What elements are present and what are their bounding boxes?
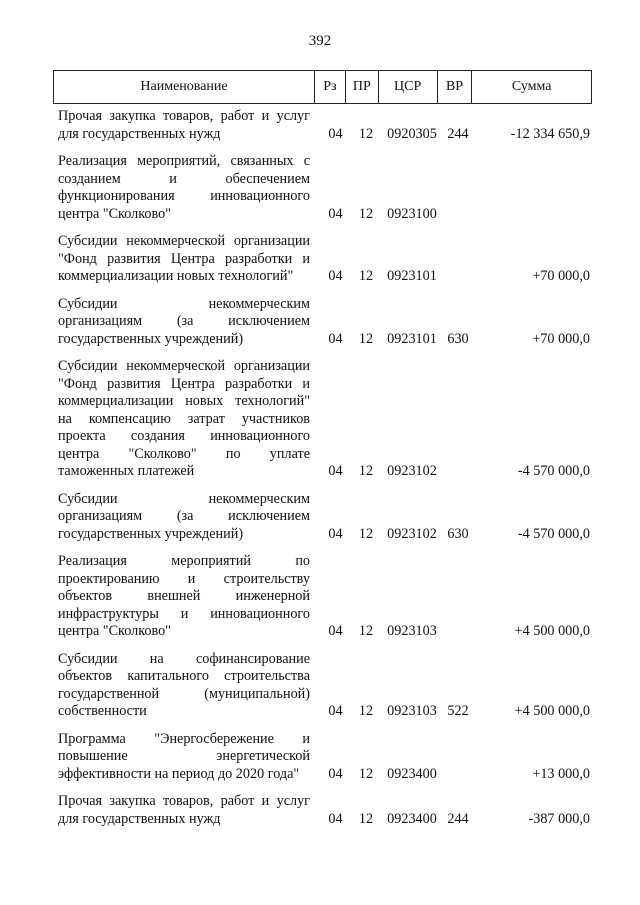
cell-name: Субсидии некоммерческой организации "Фонд развития Центра разработки и коммерциализации новых технологий" на компенсацию затрат участников проекта создания инновационного центра "Сколково" по уплате таможенных платежей <box>58 358 310 479</box>
cell-csr: 0923400 <box>387 810 437 827</box>
cell-pr: 12 <box>358 125 374 142</box>
cell-sum: -387 000,0 <box>528 810 590 827</box>
header-pr: ПР <box>346 71 379 103</box>
cell-rz: 04 <box>328 125 343 142</box>
cell-rz: 04 <box>328 703 343 719</box>
cell-vr: 244 <box>447 125 469 142</box>
cell-vr: 630 <box>447 525 469 542</box>
cell-name: Программа "Энергосбережение и повышение энергетической эффективности на период до 2020 года" <box>58 730 310 782</box>
header-sum: Сумма <box>511 79 552 94</box>
header-rz: Рз <box>315 71 346 103</box>
cell-pr: 12 <box>358 205 374 222</box>
table-body <box>58 108 592 838</box>
cell-csr: 0923400 <box>387 765 437 782</box>
cell-csr: 0923103 <box>387 703 437 719</box>
cell-rz: 04 <box>328 525 343 542</box>
cell-sum: -4 570 000,0 <box>517 463 590 479</box>
header-name: Наименование <box>54 71 315 103</box>
cell-rz: 04 <box>328 623 343 639</box>
table-header <box>53 70 592 104</box>
table-row <box>58 793 592 828</box>
cell-pr: 12 <box>358 810 374 827</box>
cell-sum: +13 000,0 <box>532 765 590 782</box>
cell-pr: 12 <box>358 330 374 347</box>
cell-vr: 630 <box>447 330 469 347</box>
table-row <box>58 233 592 286</box>
cell-rz: 04 <box>328 330 343 347</box>
cell-pr: 12 <box>358 703 374 719</box>
header-csr: ЦСР <box>379 71 438 103</box>
cell-csr: 0923103 <box>387 623 437 639</box>
table-row <box>58 358 592 481</box>
cell-name: Субсидии некоммерческой организации "Фонд развития Центра разработки и коммерциализации новых технологий" <box>58 233 310 284</box>
cell-pr: 12 <box>358 765 374 782</box>
cell-csr: 0923102 <box>387 525 437 542</box>
cell-sum: -12 334 650,9 <box>510 125 590 142</box>
cell-sum: -4 570 000,0 <box>517 525 590 542</box>
cell-csr: 0923102 <box>387 463 437 479</box>
cell-rz: 04 <box>328 205 343 222</box>
table-row <box>58 651 592 721</box>
cell-rz: 04 <box>328 810 343 827</box>
cell-csr: 0923101 <box>387 268 437 284</box>
cell-name: Реализация мероприятий по проектированию и строительству объектов внешней инженерной инфраструктуры и инновационного центра "Сколково" <box>58 553 310 639</box>
cell-csr: 0923100 <box>387 205 437 222</box>
cell-sum: +70 000,0 <box>532 268 590 284</box>
header-vr: ВР <box>438 71 473 103</box>
cell-name: Прочая закупка товаров, работ и услуг для государственных нужд <box>58 793 310 827</box>
cell-sum: +70 000,0 <box>532 330 590 347</box>
table-row <box>58 553 592 641</box>
cell-name: Субсидии на софинансирование объектов капитального строительства государственной (муниципальной) собственности <box>58 650 310 719</box>
cell-csr: 0923101 <box>387 330 437 347</box>
cell-rz: 04 <box>328 765 343 782</box>
cell-pr: 12 <box>358 525 374 542</box>
cell-pr: 12 <box>358 623 374 639</box>
cell-sum: +4 500 000,0 <box>514 623 590 639</box>
cell-csr: 0920305 <box>387 125 437 142</box>
cell-sum: +4 500 000,0 <box>514 703 590 719</box>
cell-rz: 04 <box>328 463 343 479</box>
table-row <box>58 153 592 223</box>
table-row <box>58 296 592 349</box>
cell-rz: 04 <box>328 268 343 284</box>
cell-name: Прочая закупка товаров, работ и услуг для государственных нужд <box>58 108 310 142</box>
cell-name: Субсидии некоммерческим организациям (за исключением государственных учреждений) <box>58 295 310 347</box>
cell-name: Реализация мероприятий, связанных с созданием и обеспечением функционирования инновационного центра "Сколково" <box>58 153 310 222</box>
cell-vr: 244 <box>447 810 469 827</box>
table-row <box>58 108 592 143</box>
page-number: 392 <box>308 33 332 49</box>
cell-pr: 12 <box>358 463 374 479</box>
table-row <box>58 491 592 544</box>
table-row <box>58 731 592 784</box>
cell-name: Субсидии некоммерческим организациям (за исключением государственных учреждений) <box>58 490 310 542</box>
cell-vr: 522 <box>447 703 469 719</box>
cell-pr: 12 <box>358 268 374 284</box>
